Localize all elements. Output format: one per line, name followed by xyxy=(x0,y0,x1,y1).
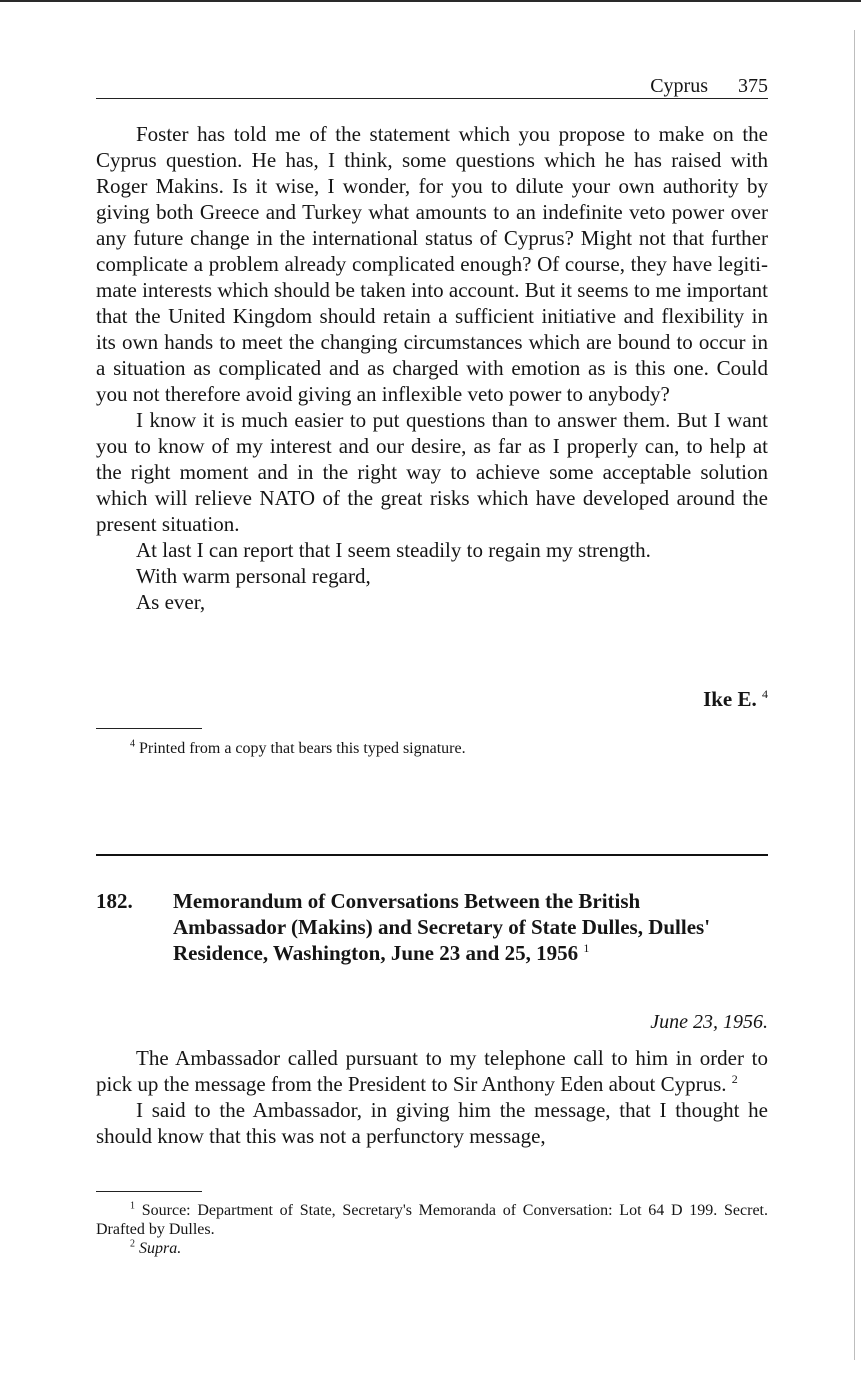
page-right-edge xyxy=(854,30,855,1360)
footnote-rule xyxy=(96,728,202,729)
document-title xyxy=(173,888,743,966)
memo-paragraph xyxy=(96,1045,768,1097)
footnote-rule xyxy=(96,1191,202,1192)
page-top-edge xyxy=(0,0,861,2)
footnote-marker: 1 xyxy=(130,1200,135,1212)
running-header xyxy=(96,74,768,99)
document-title-text: Memorandum of Conversations Between the British Ambassador (Makins) and Secretary of State Dulles, Dulles' Residence, Washington, June 23 and 25, 1956 xyxy=(173,889,711,965)
footnote-ref: 4 xyxy=(762,687,768,701)
letter-paragraph: I know it is much easier to put questions than to answer them. But I want you to know of my interest and our desire, as far as I properly can, to help at the right moment and in the right way to achieve some acceptable solution which will relieve NATO of the great risks which have developed around the present situation. xyxy=(96,408,768,536)
footnote-marker: 4 xyxy=(130,738,135,750)
footnote-ref: 2 xyxy=(731,1072,738,1086)
footnote-text: Printed from a copy that bears this typed signature. xyxy=(139,740,466,757)
letter-closing-line: As ever, xyxy=(136,590,206,614)
footnote-text: Source: Department of State, Secretary's Memoranda of Conversation: Lot 64 D 199. Secret. Drafted by Dulles. xyxy=(96,1202,769,1238)
document-date: June 23, 1956. xyxy=(650,1011,768,1033)
letter-body xyxy=(96,121,768,615)
document-number: 182. xyxy=(96,889,133,913)
letter-paragraph: At last I can report that I seem steadily to regain my strength. xyxy=(136,538,651,562)
memo-body xyxy=(96,1045,768,1149)
memo-paragraph-text: The Ambassador called pursuant to my telephone call to him in order to pick up the message from the President to Sir Anthony Eden about Cyprus. xyxy=(96,1046,768,1096)
header-page-number: 375 xyxy=(738,75,768,97)
header-section-title: Cyprus xyxy=(650,75,708,97)
letter-closing-line: With warm personal regard, xyxy=(136,564,371,588)
footnote-marker: 2 xyxy=(130,1238,135,1250)
footnote-ref: 1 xyxy=(583,941,590,955)
memo-paragraph: I said to the Ambassador, in giving him the message, that I thought he should know that this was not a perfunctory message, xyxy=(96,1098,768,1148)
footnote-text: Supra. xyxy=(139,1240,182,1257)
letter-paragraph: Foster has told me of the statement which you propose to make on the Cyprus question. He has, I think, some questions which he has raised with Roger Makins. Is it wise, I wonder, for you to dilute your own authority by giving both Greece and Turkey what amounts to an indefinite veto power over any future change in the international status of Cyprus? Might not that further complicate a problem already complicated enough? Of course, they have legiti-mate interests which should be taken into account. But it seems to me important that the United Kingdom should retain a sufficient initiative and flexibility in its own hands to meet the changing circumstances which are bound to occur in a situation as complicated and as charged with emotion as is this one. Could you not therefore avoid giving an inflexible veto power to anybody? xyxy=(96,122,768,406)
signature-text: Ike E. xyxy=(703,687,757,711)
section-divider xyxy=(96,854,768,856)
signature xyxy=(96,686,768,712)
memo-footnotes xyxy=(96,1201,768,1258)
letter-footnote xyxy=(96,739,768,758)
